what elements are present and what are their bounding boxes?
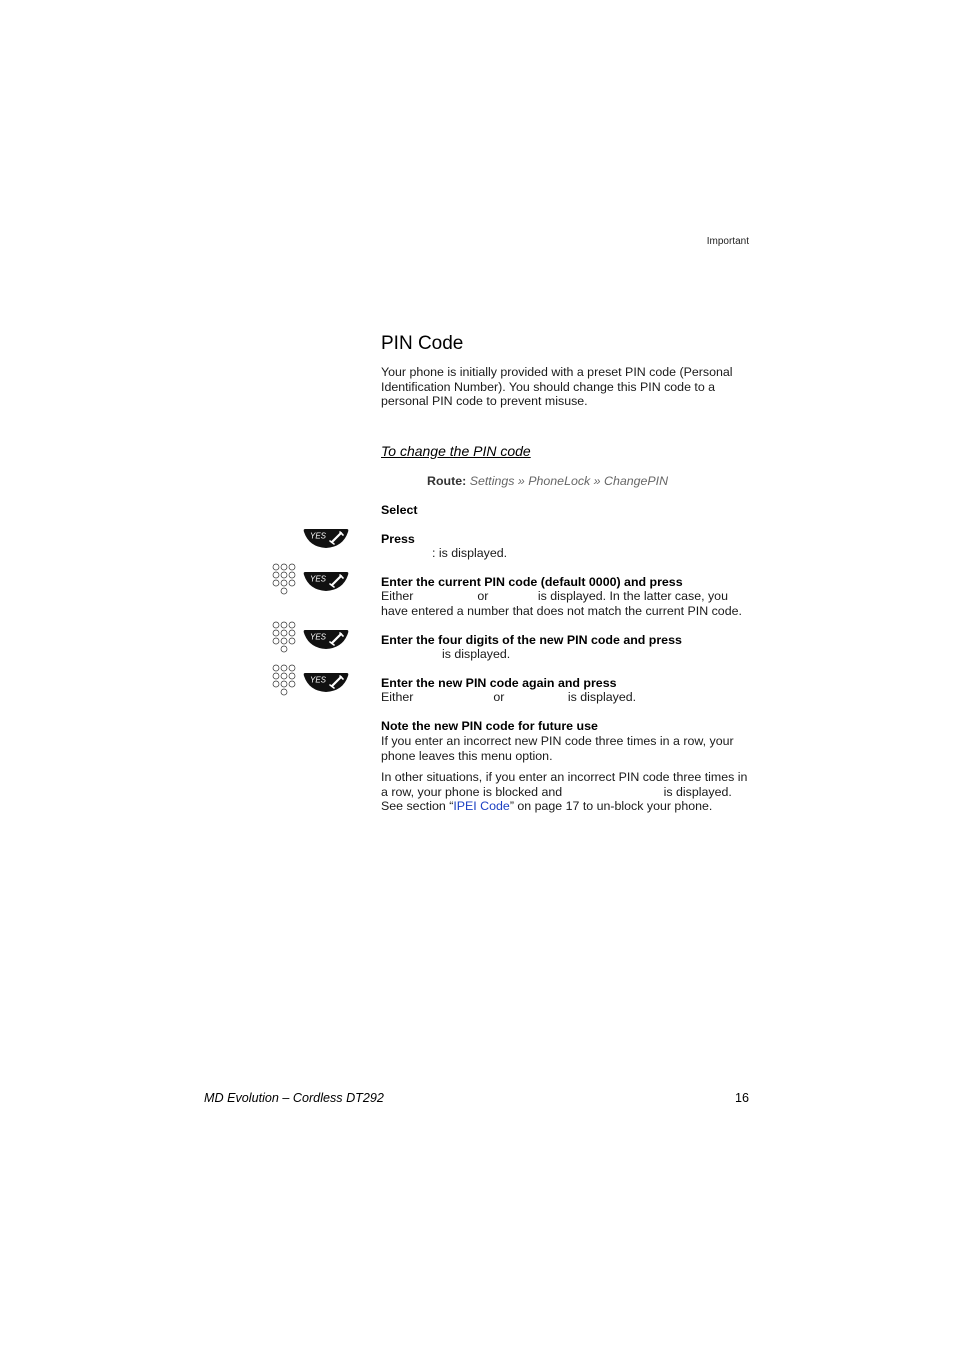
step-press: Press <box>381 532 415 546</box>
step-note: Note the new PIN code for future use <box>381 719 598 733</box>
step-note-desc: If you enter an incorrect new PIN code three times in a row, your phone leaves this menu option. <box>381 734 734 763</box>
yes-key-label: YES <box>310 574 327 584</box>
yes-key-label: YES <box>310 675 327 685</box>
footer-doc-title: MD Evolution – Cordless DT292 <box>204 1091 384 1105</box>
section-subheading: To change the PIN code <box>381 443 531 459</box>
route-label: Route: <box>427 474 467 488</box>
page-number: 16 <box>734 1091 749 1105</box>
step-enter-new-desc: is displayed. <box>442 647 511 661</box>
route-path: Settings » PhoneLock » ChangePIN <box>469 474 669 488</box>
step-select: Select <box>381 503 418 517</box>
step-enter-again: Enter the new PIN code again and press <box>381 676 617 690</box>
menu-route <box>427 474 668 488</box>
blocked-paragraph: In other situations, if you enter an incorrect PIN code three times in a row, your phone is blocked and is displayed. See section “IPEI Code” on page 17 to un-block your phone. <box>381 770 748 814</box>
yes-key-label: YES <box>310 632 327 642</box>
keypad-icon <box>272 664 296 696</box>
step-press-desc: : is displayed. <box>432 546 508 560</box>
keypad-icon <box>272 621 296 653</box>
running-header: Important <box>706 236 749 247</box>
yes-key-icon <box>303 527 349 549</box>
yes-key-label: YES <box>310 531 327 541</box>
step-enter-again-desc: Either or is displayed. <box>381 690 637 704</box>
keypad-icon <box>272 563 296 595</box>
step-enter-current-desc: Either or is displayed. In the latter case, you have entered a number that does not match the current PIN code. <box>381 589 742 618</box>
ipei-code-link[interactable]: IPEI Code <box>453 799 510 814</box>
yes-key-icon <box>303 671 349 693</box>
step-enter-new: Enter the four digits of the new PIN code and press <box>381 633 682 647</box>
page-title: PIN Code <box>381 333 464 354</box>
step-enter-current: Enter the current PIN code (default 0000) and press <box>381 575 683 589</box>
yes-key-icon <box>303 570 349 592</box>
yes-key-icon <box>303 628 349 650</box>
intro-paragraph: Your phone is initially provided with a preset PIN code (Personal Identification Number). You should change this PIN code to a personal PIN code to prevent misuse. <box>381 365 733 409</box>
